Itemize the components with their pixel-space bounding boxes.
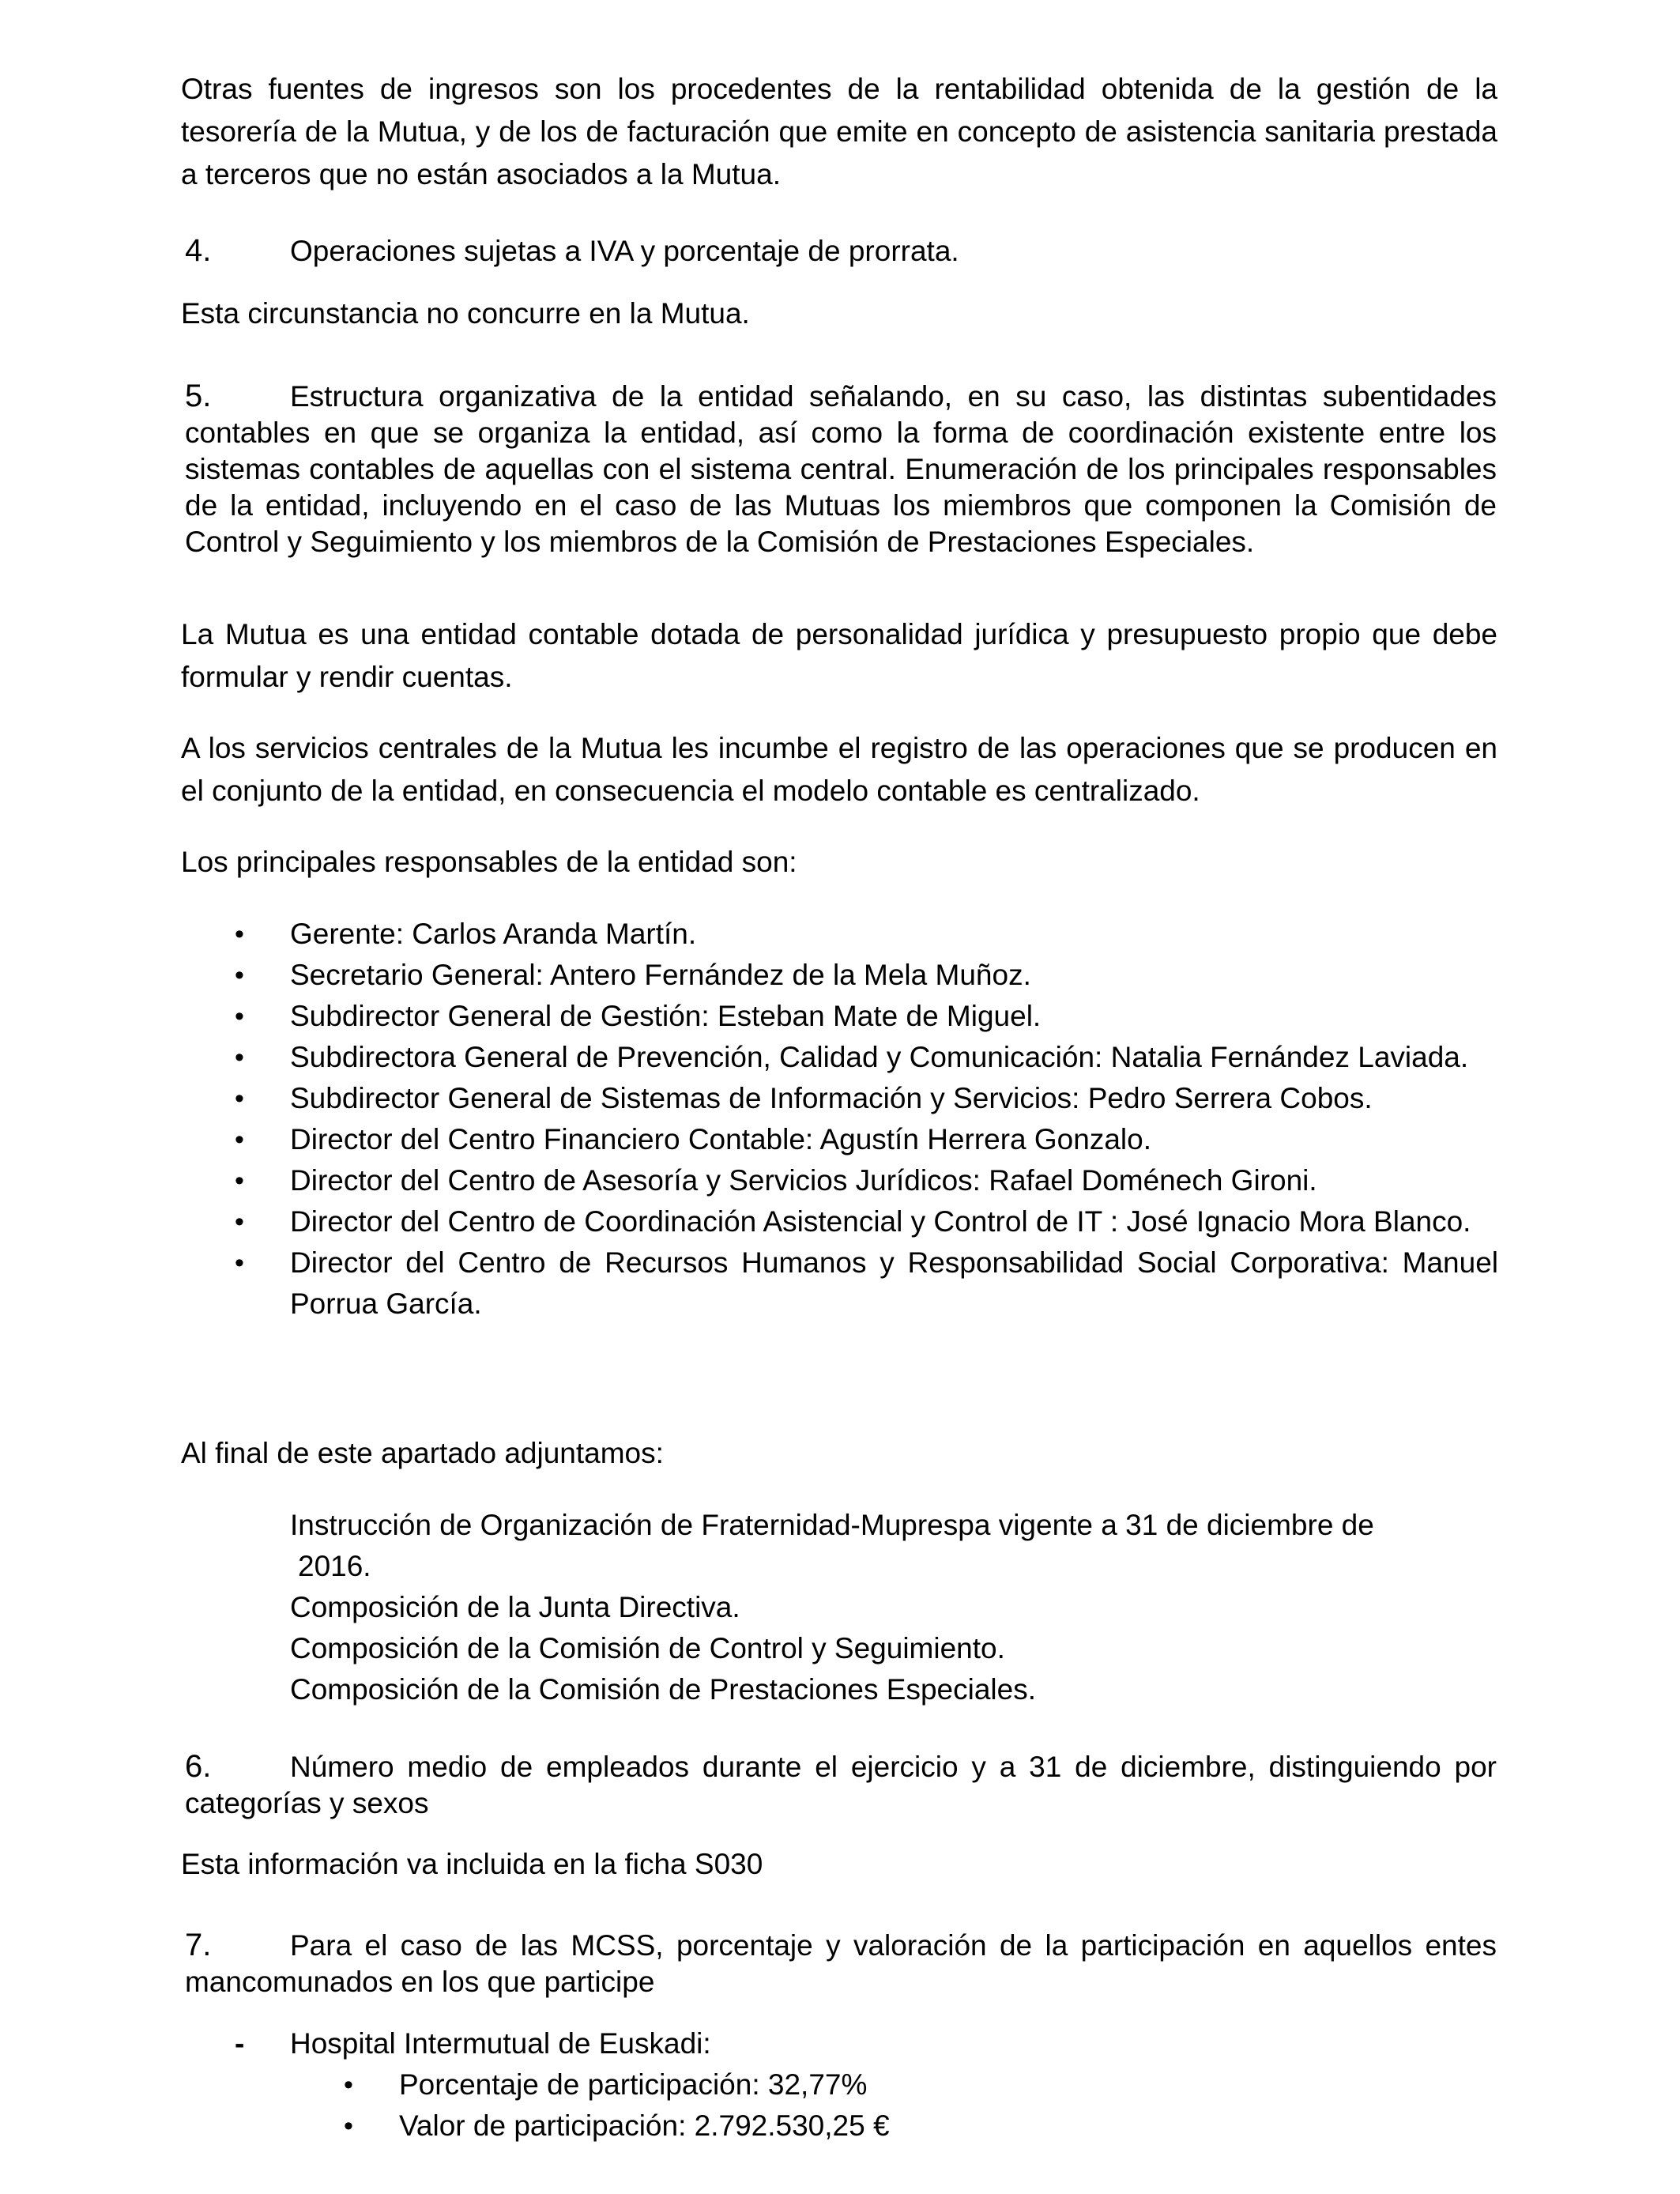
dash-icon: - bbox=[235, 2027, 245, 2060]
section-7-heading bbox=[185, 1927, 1497, 2000]
list-item bbox=[290, 2064, 1498, 2105]
adjunto-text: Instrucción de Organización de Fraternidad-Muprespa vigente a 31 de diciembre de bbox=[290, 1509, 1374, 1541]
entes-sublist bbox=[290, 2064, 1498, 2147]
ente-detail: Valor de participación: 2.792.530,25 € bbox=[399, 2109, 890, 2142]
section-6-title: Número medio de empleados durante el ejercicio y a 31 de diciembre, distinguiendo por categorías y sexos bbox=[185, 1751, 1497, 1819]
responsable-text: Subdirectora General de Prevención, Calidad y Comunicación: Natalia Fernández Laviada. bbox=[290, 1041, 1469, 1073]
section-6-heading bbox=[185, 1748, 1497, 1822]
responsable-text: Director del Centro de Asesoría y Servicios Jurídicos: Rafael Doménech Gironi. bbox=[290, 1164, 1317, 1197]
list-item bbox=[181, 2023, 1498, 2064]
iva-paragraph: Esta circunstancia no concurre en la Mutua. bbox=[181, 297, 750, 330]
section-4-number: 4. bbox=[185, 233, 212, 268]
list-item bbox=[181, 1078, 1498, 1119]
adjunto-text: Composición de la Comisión de Prestaciones Especiales. bbox=[290, 1673, 1036, 1706]
list-item bbox=[181, 1201, 1498, 1242]
section-5-title: Estructura organizativa de la entidad señalando, en su caso, las distintas subentidades contables en que se organiza la entidad, así como la forma de coordinación existente entre los sistemas contables de aquellas con el sistema central. Enumeración de los principales responsables de la entidad, incluyendo en el caso de las Mutuas los miembros que componen la Comisión de Control y Seguimiento y los miembros de la Comisión de Prestaciones Especiales. bbox=[185, 380, 1497, 558]
section-4-title: Operaciones sujetas a IVA y porcentaje de prorrata. bbox=[290, 235, 959, 267]
list-item bbox=[181, 1160, 1498, 1201]
ente-detail: Porcentaje de participación: 32,77% bbox=[399, 2068, 868, 2101]
bullet-icon: • bbox=[344, 2070, 353, 2100]
servicios-paragraph: A los servicios centrales de la Mutua les incumbe el registro de las operaciones que se producen en el conjunto de la entidad, en consecuencia el modelo contable es centralizado. bbox=[181, 732, 1497, 807]
list-item bbox=[181, 1119, 1498, 1160]
entidad-paragraph: La Mutua es una entidad contable dotada de personalidad jurídica y presupuesto propio que debe formular y rendir cuentas. bbox=[181, 618, 1497, 693]
section-4-heading bbox=[185, 232, 1497, 270]
bullet-icon: • bbox=[235, 1084, 244, 1114]
section-5-number: 5. bbox=[185, 379, 212, 413]
adjuntos-list bbox=[181, 1505, 1498, 1710]
bullet-icon: • bbox=[235, 1125, 244, 1155]
entes-list bbox=[181, 2023, 1498, 2064]
responsable-text: Gerente: Carlos Aranda Martín. bbox=[290, 918, 697, 950]
section-5-heading bbox=[185, 378, 1497, 560]
bullet-icon: • bbox=[235, 1248, 244, 1278]
bullet-icon: • bbox=[344, 2111, 353, 2141]
list-item bbox=[181, 1037, 1498, 1078]
responsable-text: Subdirector General de Sistemas de Información y Servicios: Pedro Serrera Cobos. bbox=[290, 1082, 1373, 1114]
responsable-text: Subdirector General de Gestión: Esteban Mate de Miguel. bbox=[290, 1000, 1042, 1032]
list-item bbox=[181, 1669, 1498, 1710]
list-item bbox=[181, 1505, 1498, 1587]
bullet-icon: • bbox=[235, 1001, 244, 1031]
ente-name: Hospital Intermutual de Euskadi: bbox=[290, 2027, 711, 2060]
responsables-intro: Los principales responsables de la entidad son: bbox=[181, 846, 797, 878]
responsable-text: Director del Centro de Coordinación Asistencial y Control de IT : José Ignacio Mora Blanco. bbox=[290, 1205, 1471, 1238]
adjunto-text-continuation: 2016. bbox=[298, 1550, 371, 1582]
bullet-icon: • bbox=[235, 1042, 244, 1072]
list-item bbox=[181, 1628, 1498, 1669]
responsable-text: Director del Centro de Recursos Humanos y Responsabilidad Social Corporativa: Manuel Porrua García. bbox=[290, 1246, 1498, 1320]
list-item bbox=[181, 996, 1498, 1037]
section-7-title: Para el caso de las MCSS, porcentaje y valoración de la participación en aquellos entes mancomunados en los que participe bbox=[185, 1929, 1497, 1998]
adjunto-text: Composición de la Comisión de Control y Seguimiento. bbox=[290, 1632, 1005, 1664]
section-7-number: 7. bbox=[185, 1928, 212, 1962]
responsable-text: Director del Centro Financiero Contable: Agustín Herrera Gonzalo. bbox=[290, 1123, 1151, 1155]
list-item bbox=[181, 1587, 1498, 1628]
list-item bbox=[290, 2105, 1498, 2147]
s030-paragraph: Esta información va incluida en la ficha S030 bbox=[181, 1848, 763, 1880]
bullet-icon: • bbox=[235, 919, 244, 949]
list-item bbox=[181, 914, 1498, 955]
adjunto-text: Composición de la Junta Directiva. bbox=[290, 1591, 740, 1623]
intro-paragraph: Otras fuentes de ingresos son los procedentes de la rentabilidad obtenida de la gestión de la tesorería de la Mutua, y de los de facturación que emite en concepto de asistencia sanitaria prestada a terceros que no están asociados a la Mutua. bbox=[181, 73, 1497, 190]
adjuntamos-paragraph: Al final de este apartado adjuntamos: bbox=[181, 1437, 664, 1469]
bullet-icon: • bbox=[235, 1207, 244, 1237]
list-item bbox=[181, 1242, 1498, 1325]
bullet-icon: • bbox=[235, 960, 244, 990]
bullet-icon: • bbox=[235, 1166, 244, 1196]
responsables-list bbox=[181, 914, 1498, 1325]
list-item bbox=[181, 955, 1498, 996]
responsable-text: Secretario General: Antero Fernández de la Mela Muñoz. bbox=[290, 959, 1031, 991]
section-6-number: 6. bbox=[185, 1749, 212, 1784]
